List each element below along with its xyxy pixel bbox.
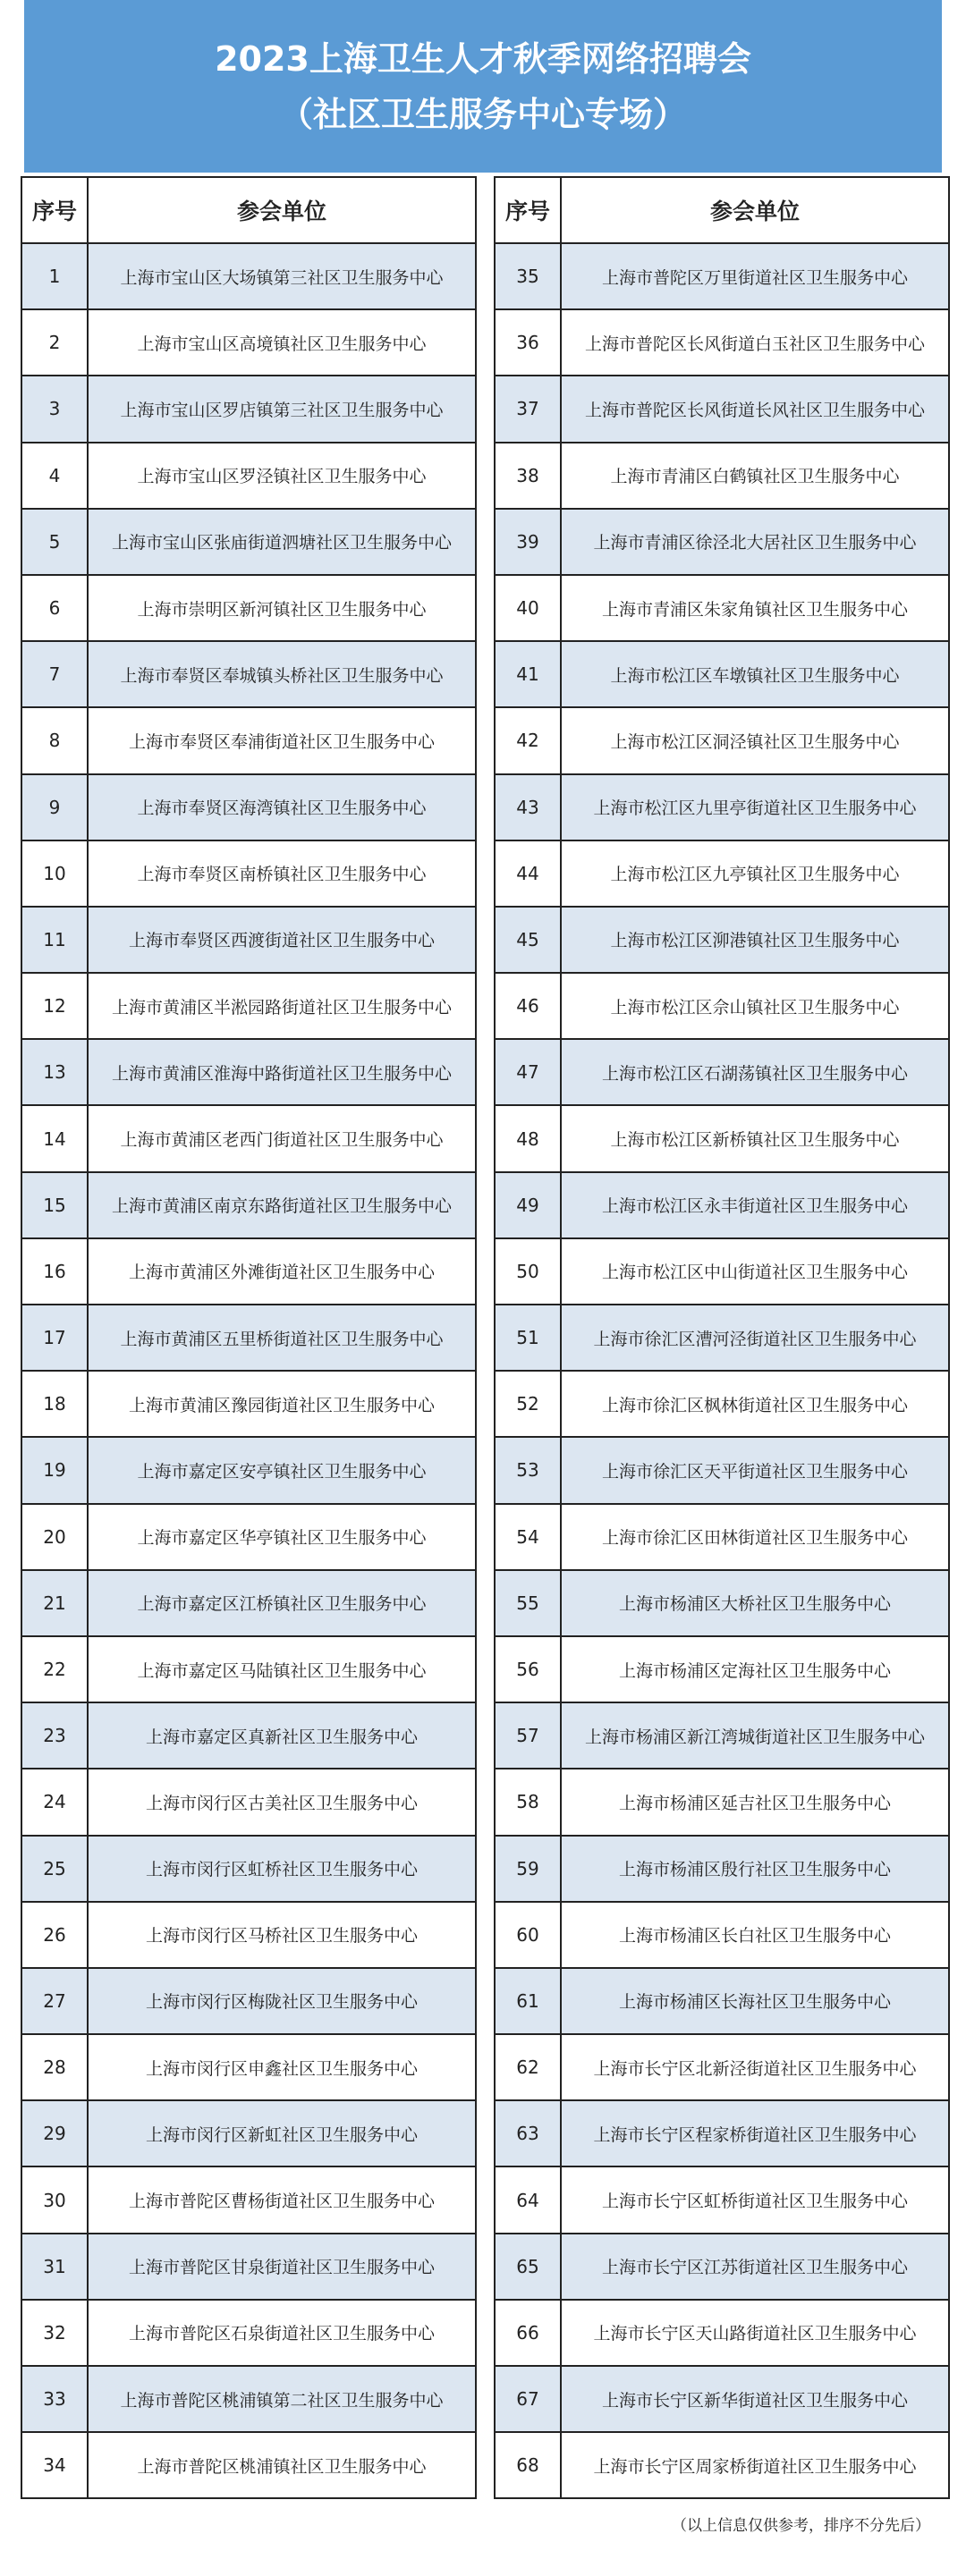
table-row: [495, 1371, 949, 1437]
participants-table-right: [494, 176, 950, 2499]
row-unit-name: 上海市普陀区甘泉街道社区卫生服务中心: [88, 2234, 476, 2300]
row-index: 44: [495, 840, 561, 907]
row-index: 9: [21, 774, 88, 840]
table-row: [495, 2034, 949, 2100]
row-unit-name: 上海市杨浦区大桥社区卫生服务中心: [561, 1570, 949, 1636]
table-row: [21, 2034, 476, 2100]
row-index: 5: [21, 509, 88, 575]
table-row: [21, 1504, 476, 1570]
table-row: [495, 707, 949, 773]
table-row: [21, 1702, 476, 1769]
table-row: [21, 2366, 476, 2432]
table-row: [495, 840, 949, 907]
row-unit-name: 上海市宝山区罗店镇第三社区卫生服务中心: [88, 376, 476, 442]
title-banner: [24, 0, 942, 173]
table-row: [21, 575, 476, 641]
row-index: 25: [21, 1836, 88, 1902]
table-row: [495, 376, 949, 442]
table-row: [495, 1238, 949, 1305]
row-unit-name: 上海市嘉定区江桥镇社区卫生服务中心: [88, 1570, 476, 1636]
table-row: [495, 509, 949, 575]
row-index: 28: [21, 2034, 88, 2100]
row-unit-name: 上海市徐汇区漕河泾街道社区卫生服务中心: [561, 1305, 949, 1371]
row-index: 13: [21, 1039, 88, 1105]
row-unit-name: 上海市宝山区罗泾镇社区卫生服务中心: [88, 443, 476, 509]
row-index: 50: [495, 1238, 561, 1305]
table-row: [495, 1702, 949, 1769]
row-index: 49: [495, 1172, 561, 1238]
table-row: [495, 2100, 949, 2166]
row-index: 43: [495, 774, 561, 840]
table-row: [21, 1836, 476, 1902]
row-unit-name: 上海市闵行区虹桥社区卫生服务中心: [88, 1836, 476, 1902]
table-row: [495, 309, 949, 376]
table-row: [495, 1836, 949, 1902]
row-index: 29: [21, 2100, 88, 2166]
footnote: （以上信息仅供参考，排序不分先后）: [672, 2517, 930, 2535]
table-header-row: [21, 177, 476, 243]
row-index: 59: [495, 1836, 561, 1902]
row-unit-name: 上海市松江区九亭镇社区卫生服务中心: [561, 840, 949, 907]
table-row: [21, 1636, 476, 1702]
table-row: [495, 973, 949, 1039]
table-row: [495, 1570, 949, 1636]
row-index: 38: [495, 443, 561, 509]
table-row: [495, 1968, 949, 2034]
row-unit-name: 上海市奉贤区西渡街道社区卫生服务中心: [88, 907, 476, 973]
row-unit-name: 上海市长宁区虹桥街道社区卫生服务中心: [561, 2166, 949, 2233]
table-row: [495, 907, 949, 973]
table-row: [495, 641, 949, 707]
row-unit-name: 上海市宝山区大场镇第三社区卫生服务中心: [88, 243, 476, 309]
row-unit-name: 上海市徐汇区天平街道社区卫生服务中心: [561, 1437, 949, 1503]
row-unit-name: 上海市长宁区天山路街道社区卫生服务中心: [561, 2300, 949, 2366]
table-row: [21, 1570, 476, 1636]
row-index: 41: [495, 641, 561, 707]
row-index: 65: [495, 2234, 561, 2300]
row-unit-name: 上海市青浦区徐泾北大居社区卫生服务中心: [561, 509, 949, 575]
row-unit-name: 上海市杨浦区定海社区卫生服务中心: [561, 1636, 949, 1702]
column-header-index: 序号: [495, 177, 561, 243]
table-row: [21, 2300, 476, 2366]
row-index: 23: [21, 1702, 88, 1769]
row-unit-name: 上海市普陀区曹杨街道社区卫生服务中心: [88, 2166, 476, 2233]
table-row: [495, 1039, 949, 1105]
table-row: [21, 1039, 476, 1105]
table-body-left: [21, 243, 476, 2498]
row-unit-name: 上海市松江区中山街道社区卫生服务中心: [561, 1238, 949, 1305]
table-row: [21, 2166, 476, 2233]
table-row: [495, 1105, 949, 1171]
row-index: 61: [495, 1968, 561, 2034]
table-header-row: [495, 177, 949, 243]
row-index: 31: [21, 2234, 88, 2300]
row-unit-name: 上海市杨浦区延吉社区卫生服务中心: [561, 1769, 949, 1835]
row-unit-name: 上海市闵行区古美社区卫生服务中心: [88, 1769, 476, 1835]
row-index: 52: [495, 1371, 561, 1437]
table-row: [495, 575, 949, 641]
row-unit-name: 上海市松江区新桥镇社区卫生服务中心: [561, 1105, 949, 1171]
row-unit-name: 上海市普陀区长风街道长风社区卫生服务中心: [561, 376, 949, 442]
row-unit-name: 上海市普陀区桃浦镇社区卫生服务中心: [88, 2432, 476, 2498]
row-index: 8: [21, 707, 88, 773]
table-row: [21, 1902, 476, 1968]
row-unit-name: 上海市松江区九里亭街道社区卫生服务中心: [561, 774, 949, 840]
table-row: [21, 243, 476, 309]
table-row: [495, 1902, 949, 1968]
row-unit-name: 上海市长宁区江苏街道社区卫生服务中心: [561, 2234, 949, 2300]
row-index: 1: [21, 243, 88, 309]
table-row: [21, 973, 476, 1039]
row-unit-name: 上海市奉贤区南桥镇社区卫生服务中心: [88, 840, 476, 907]
row-index: 17: [21, 1305, 88, 1371]
row-index: 21: [21, 1570, 88, 1636]
row-index: 16: [21, 1238, 88, 1305]
table-row: [21, 840, 476, 907]
row-index: 12: [21, 973, 88, 1039]
row-index: 68: [495, 2432, 561, 2498]
row-unit-name: 上海市长宁区程家桥街道社区卫生服务中心: [561, 2100, 949, 2166]
table-row: [21, 2432, 476, 2498]
row-unit-name: 上海市松江区永丰街道社区卫生服务中心: [561, 1172, 949, 1238]
row-index: 60: [495, 1902, 561, 1968]
row-index: 45: [495, 907, 561, 973]
table-row: [495, 1504, 949, 1570]
table-row: [21, 1769, 476, 1835]
row-unit-name: 上海市徐汇区田林街道社区卫生服务中心: [561, 1504, 949, 1570]
table-row: [21, 1238, 476, 1305]
row-index: 7: [21, 641, 88, 707]
row-index: 19: [21, 1437, 88, 1503]
row-index: 3: [21, 376, 88, 442]
table-row: [495, 1305, 949, 1371]
row-index: 18: [21, 1371, 88, 1437]
column-header-unit: 参会单位: [561, 177, 949, 243]
row-index: 2: [21, 309, 88, 376]
row-unit-name: 上海市长宁区周家桥街道社区卫生服务中心: [561, 2432, 949, 2498]
table-row: [21, 1305, 476, 1371]
row-unit-name: 上海市黄浦区外滩街道社区卫生服务中心: [88, 1238, 476, 1305]
row-index: 63: [495, 2100, 561, 2166]
row-unit-name: 上海市松江区佘山镇社区卫生服务中心: [561, 973, 949, 1039]
table-row: [495, 2432, 949, 2498]
row-index: 22: [21, 1636, 88, 1702]
table-row: [21, 774, 476, 840]
table-row: [495, 774, 949, 840]
row-unit-name: 上海市普陀区桃浦镇第二社区卫生服务中心: [88, 2366, 476, 2432]
column-header-index: 序号: [21, 177, 88, 243]
table-row: [21, 2234, 476, 2300]
row-index: 30: [21, 2166, 88, 2233]
row-index: 66: [495, 2300, 561, 2366]
table-row: [21, 443, 476, 509]
table-row: [495, 1172, 949, 1238]
row-unit-name: 上海市奉贤区海湾镇社区卫生服务中心: [88, 774, 476, 840]
row-unit-name: 上海市普陀区石泉街道社区卫生服务中心: [88, 2300, 476, 2366]
row-unit-name: 上海市徐汇区枫林街道社区卫生服务中心: [561, 1371, 949, 1437]
row-index: 36: [495, 309, 561, 376]
row-unit-name: 上海市杨浦区新江湾城街道社区卫生服务中心: [561, 1702, 949, 1769]
table-row: [21, 1968, 476, 2034]
row-index: 34: [21, 2432, 88, 2498]
row-index: 56: [495, 1636, 561, 1702]
row-index: 20: [21, 1504, 88, 1570]
row-index: 32: [21, 2300, 88, 2366]
row-index: 51: [495, 1305, 561, 1371]
table-row: [495, 2366, 949, 2432]
row-index: 58: [495, 1769, 561, 1835]
row-unit-name: 上海市青浦区朱家角镇社区卫生服务中心: [561, 575, 949, 641]
table-row: [21, 2100, 476, 2166]
row-index: 6: [21, 575, 88, 641]
row-unit-name: 上海市松江区石湖荡镇社区卫生服务中心: [561, 1039, 949, 1105]
table-row: [495, 1769, 949, 1835]
table-row: [21, 509, 476, 575]
row-unit-name: 上海市黄浦区老西门街道社区卫生服务中心: [88, 1105, 476, 1171]
row-unit-name: 上海市奉贤区奉浦街道社区卫生服务中心: [88, 707, 476, 773]
row-unit-name: 上海市黄浦区淮海中路街道社区卫生服务中心: [88, 1039, 476, 1105]
row-unit-name: 上海市松江区洞泾镇社区卫生服务中心: [561, 707, 949, 773]
row-index: 37: [495, 376, 561, 442]
row-index: 62: [495, 2034, 561, 2100]
row-index: 57: [495, 1702, 561, 1769]
row-unit-name: 上海市宝山区张庙街道泗塘社区卫生服务中心: [88, 509, 476, 575]
row-unit-name: 上海市杨浦区长白社区卫生服务中心: [561, 1902, 949, 1968]
table-row: [21, 707, 476, 773]
row-index: 39: [495, 509, 561, 575]
row-index: 48: [495, 1105, 561, 1171]
row-unit-name: 上海市黄浦区豫园街道社区卫生服务中心: [88, 1371, 476, 1437]
row-unit-name: 上海市黄浦区五里桥街道社区卫生服务中心: [88, 1305, 476, 1371]
row-index: 4: [21, 443, 88, 509]
table-row: [495, 443, 949, 509]
table-row: [21, 376, 476, 442]
table-row: [21, 1105, 476, 1171]
row-unit-name: 上海市闵行区梅陇社区卫生服务中心: [88, 1968, 476, 2034]
row-index: 47: [495, 1039, 561, 1105]
column-header-unit: 参会单位: [88, 177, 476, 243]
row-unit-name: 上海市闵行区新虹社区卫生服务中心: [88, 2100, 476, 2166]
row-index: 14: [21, 1105, 88, 1171]
table-row: [495, 2234, 949, 2300]
participants-table-left: [21, 176, 477, 2499]
row-index: 33: [21, 2366, 88, 2432]
row-unit-name: 上海市嘉定区安亭镇社区卫生服务中心: [88, 1437, 476, 1503]
row-unit-name: 上海市闵行区马桥社区卫生服务中心: [88, 1902, 476, 1968]
table-row: [21, 1172, 476, 1238]
page-title: 2023上海卫生人才秋季网络招聘会: [215, 38, 751, 79]
row-index: 42: [495, 707, 561, 773]
table-row: [495, 1636, 949, 1702]
row-unit-name: 上海市闵行区申鑫社区卫生服务中心: [88, 2034, 476, 2100]
row-index: 27: [21, 1968, 88, 2034]
row-unit-name: 上海市松江区泖港镇社区卫生服务中心: [561, 907, 949, 973]
row-unit-name: 上海市奉贤区奉城镇头桥社区卫生服务中心: [88, 641, 476, 707]
row-unit-name: 上海市普陀区万里街道社区卫生服务中心: [561, 243, 949, 309]
row-unit-name: 上海市黄浦区南京东路街道社区卫生服务中心: [88, 1172, 476, 1238]
table-row: [21, 309, 476, 376]
row-unit-name: 上海市松江区车墩镇社区卫生服务中心: [561, 641, 949, 707]
row-unit-name: 上海市黄浦区半淞园路街道社区卫生服务中心: [88, 973, 476, 1039]
row-index: 10: [21, 840, 88, 907]
page-subtitle: （社区卫生服务中心专场）: [278, 94, 687, 134]
table-row: [21, 1437, 476, 1503]
row-unit-name: 上海市青浦区白鹤镇社区卫生服务中心: [561, 443, 949, 509]
row-unit-name: 上海市宝山区高境镇社区卫生服务中心: [88, 309, 476, 376]
table-row: [495, 2166, 949, 2233]
row-index: 11: [21, 907, 88, 973]
row-unit-name: 上海市长宁区北新泾街道社区卫生服务中心: [561, 2034, 949, 2100]
row-unit-name: 上海市长宁区新华街道社区卫生服务中心: [561, 2366, 949, 2432]
row-unit-name: 上海市杨浦区长海社区卫生服务中心: [561, 1968, 949, 2034]
row-index: 67: [495, 2366, 561, 2432]
row-index: 54: [495, 1504, 561, 1570]
table-row: [21, 907, 476, 973]
row-index: 55: [495, 1570, 561, 1636]
row-index: 40: [495, 575, 561, 641]
row-unit-name: 上海市嘉定区真新社区卫生服务中心: [88, 1702, 476, 1769]
row-index: 26: [21, 1902, 88, 1968]
row-unit-name: 上海市普陀区长风街道白玉社区卫生服务中心: [561, 309, 949, 376]
table-row: [495, 1437, 949, 1503]
row-index: 35: [495, 243, 561, 309]
row-unit-name: 上海市杨浦区殷行社区卫生服务中心: [561, 1836, 949, 1902]
row-index: 53: [495, 1437, 561, 1503]
table-row: [495, 2300, 949, 2366]
row-unit-name: 上海市嘉定区华亭镇社区卫生服务中心: [88, 1504, 476, 1570]
table-row: [21, 641, 476, 707]
row-unit-name: 上海市嘉定区马陆镇社区卫生服务中心: [88, 1636, 476, 1702]
row-index: 64: [495, 2166, 561, 2233]
row-index: 15: [21, 1172, 88, 1238]
table-body-right: [495, 243, 949, 2498]
row-index: 46: [495, 973, 561, 1039]
row-unit-name: 上海市崇明区新河镇社区卫生服务中心: [88, 575, 476, 641]
table-row: [21, 1371, 476, 1437]
row-index: 24: [21, 1769, 88, 1835]
table-row: [495, 243, 949, 309]
